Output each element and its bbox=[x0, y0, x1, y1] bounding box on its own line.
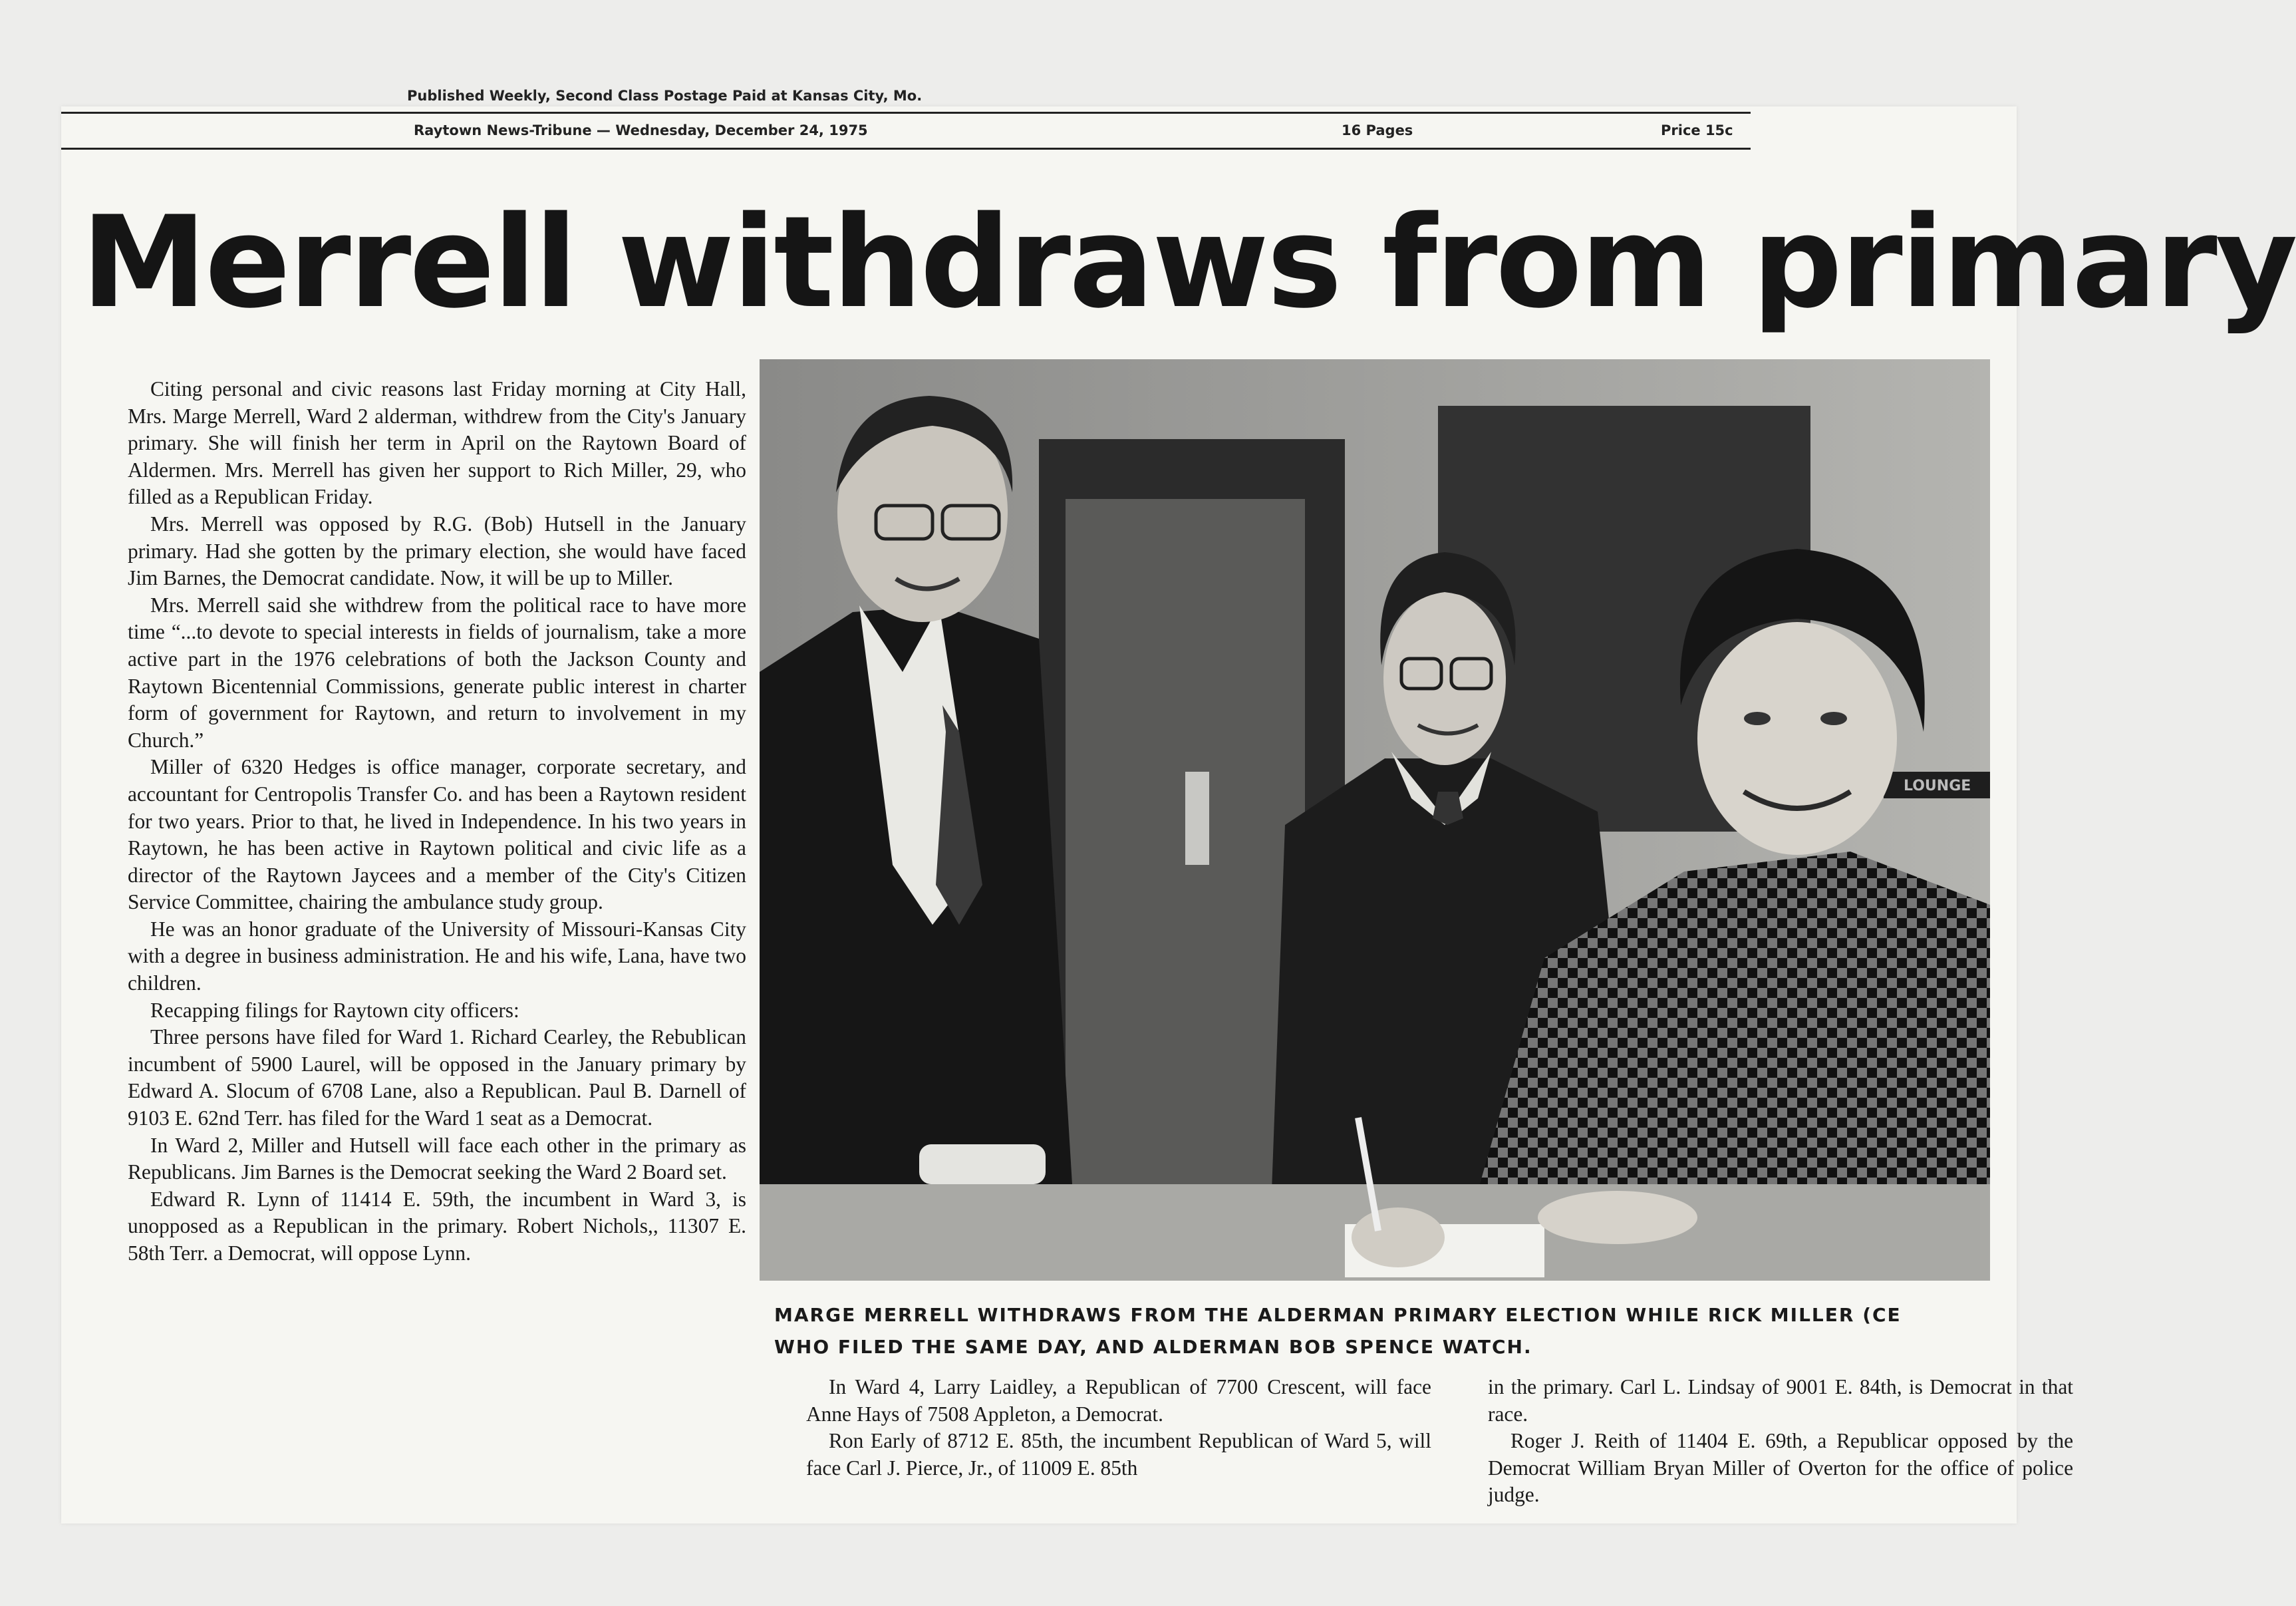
price: Price 15c bbox=[1661, 122, 1733, 138]
caption-line: MARGE MERRELL WITHDRAWS FROM THE ALDERMAN PRIMARY ELECTION WHILE RICK MILLER (CE bbox=[774, 1304, 1902, 1326]
paper-date: Raytown News-Tribune — Wednesday, December 24, 1975 bbox=[414, 122, 868, 138]
paragraph: in the primary. Carl L. Lindsay of 9001 E. 84th, is Democrat in that race. bbox=[1488, 1375, 2073, 1426]
caption-line: WHO FILED THE SAME DAY, AND ALDERMAN BOB SPENCE WATCH. bbox=[774, 1336, 1532, 1358]
paragraph: Mrs. Merrell said she withdrew from the political race to have more time “...to devote to special interests in fields of journalism, take a more active part in the 1976 celebrations of both the Jackson County and Raytown Bicentennial Commissions, generate public interest in charter form of government for Raytown, and return to involvement in my Church.” bbox=[128, 593, 746, 752]
paragraph: Ron Early of 8712 E. 85th, the incumbent Republican of Ward 5, will face Carl J. Pierce, Jr., of 11009 E. 85th bbox=[806, 1429, 1431, 1480]
article-column-3 bbox=[1488, 1374, 2073, 1509]
article-column-1 bbox=[128, 376, 746, 1267]
paragraph: Edward R. Lynn of 11414 E. 59th, the incumbent in Ward 3, is unopposed as a Republican in the primary. Robert Nichols,, 11307 E. 58th Terr. a Democrat, will oppose Lynn. bbox=[128, 1187, 746, 1265]
news-photo bbox=[760, 359, 1990, 1281]
paragraph: Three persons have filed for Ward 1. Richard Cearley, the Rebublican incumbent of 5900 Laurel, will be opposed in the January primary by Edward A. Slocum of 6708 Lane, also a Republican. Paul B. Darnell of 9103 E. 62nd Terr. has filed for the Ward 1 seat as a Democrat. bbox=[128, 1025, 746, 1130]
paragraph: Citing personal and civic reasons last Friday morning at City Hall, Mrs. Marge Merrell, Ward 2 alderman, withdrew from the City's January primary. She will finish her term in April on the Raytown Board of Aldermen. Mrs. Merrell has given her support to Rich Miller, 29, who filled as a Republican Friday. bbox=[128, 377, 746, 509]
newspaper-clipping bbox=[61, 88, 2296, 1524]
photo-caption bbox=[774, 1299, 2011, 1363]
page-count: 16 Pages bbox=[1342, 122, 1413, 138]
masthead-rule-bottom bbox=[61, 148, 1751, 150]
paragraph: In Ward 2, Miller and Hutsell will face each other in the primary as Republicans. Jim Barnes is the Democrat seeking the Ward 2 Board set. bbox=[128, 1133, 746, 1184]
postage-line: Published Weekly, Second Class Postage Paid at Kansas City, Mo. bbox=[407, 88, 923, 104]
photo-illustration bbox=[760, 359, 1990, 1281]
lounge-sign: LOUNGE bbox=[1904, 778, 1971, 794]
paragraph: Recapping filings for Raytown city officers: bbox=[150, 998, 519, 1022]
paragraph: He was an honor graduate of the University of Missouri-Kansas City with a degree in business administration. He and his wife, Lana, have two children. bbox=[128, 917, 746, 995]
paragraph: Roger J. Reith of 11404 E. 69th, a Republicar opposed by the Democrat William Bryan Miller of Overton for the office of police judge. bbox=[1488, 1429, 2073, 1507]
headline: Merrell withdraws from primary bbox=[81, 189, 2296, 336]
paragraph: Miller of 6320 Hedges is office manager, corporate secretary, and accountant for Centropolis Transfer Co. and has been a Raytown resident for two years. Prior to that, he lived in Independence. In his two years in Raytown, he has been active in Raytown political and civic life as a director of the Raytown Jaycees and a member of the City's Citizen Service Committee, chairing the ambulance study group. bbox=[128, 755, 746, 914]
paragraph: Mrs. Merrell was opposed by R.G. (Bob) Hutsell in the January primary. Had she gotten by the primary election, she would have faced Jim Barnes, the Democrat candidate. Now, it will be up to Miller. bbox=[128, 512, 746, 590]
article-column-2 bbox=[806, 1374, 1431, 1482]
masthead bbox=[61, 118, 1751, 142]
masthead-rule-top bbox=[61, 112, 1751, 114]
paragraph: In Ward 4, Larry Laidley, a Republican of 7700 Crescent, will face Anne Hays of 7508 Appleton, a Democrat. bbox=[806, 1375, 1431, 1426]
